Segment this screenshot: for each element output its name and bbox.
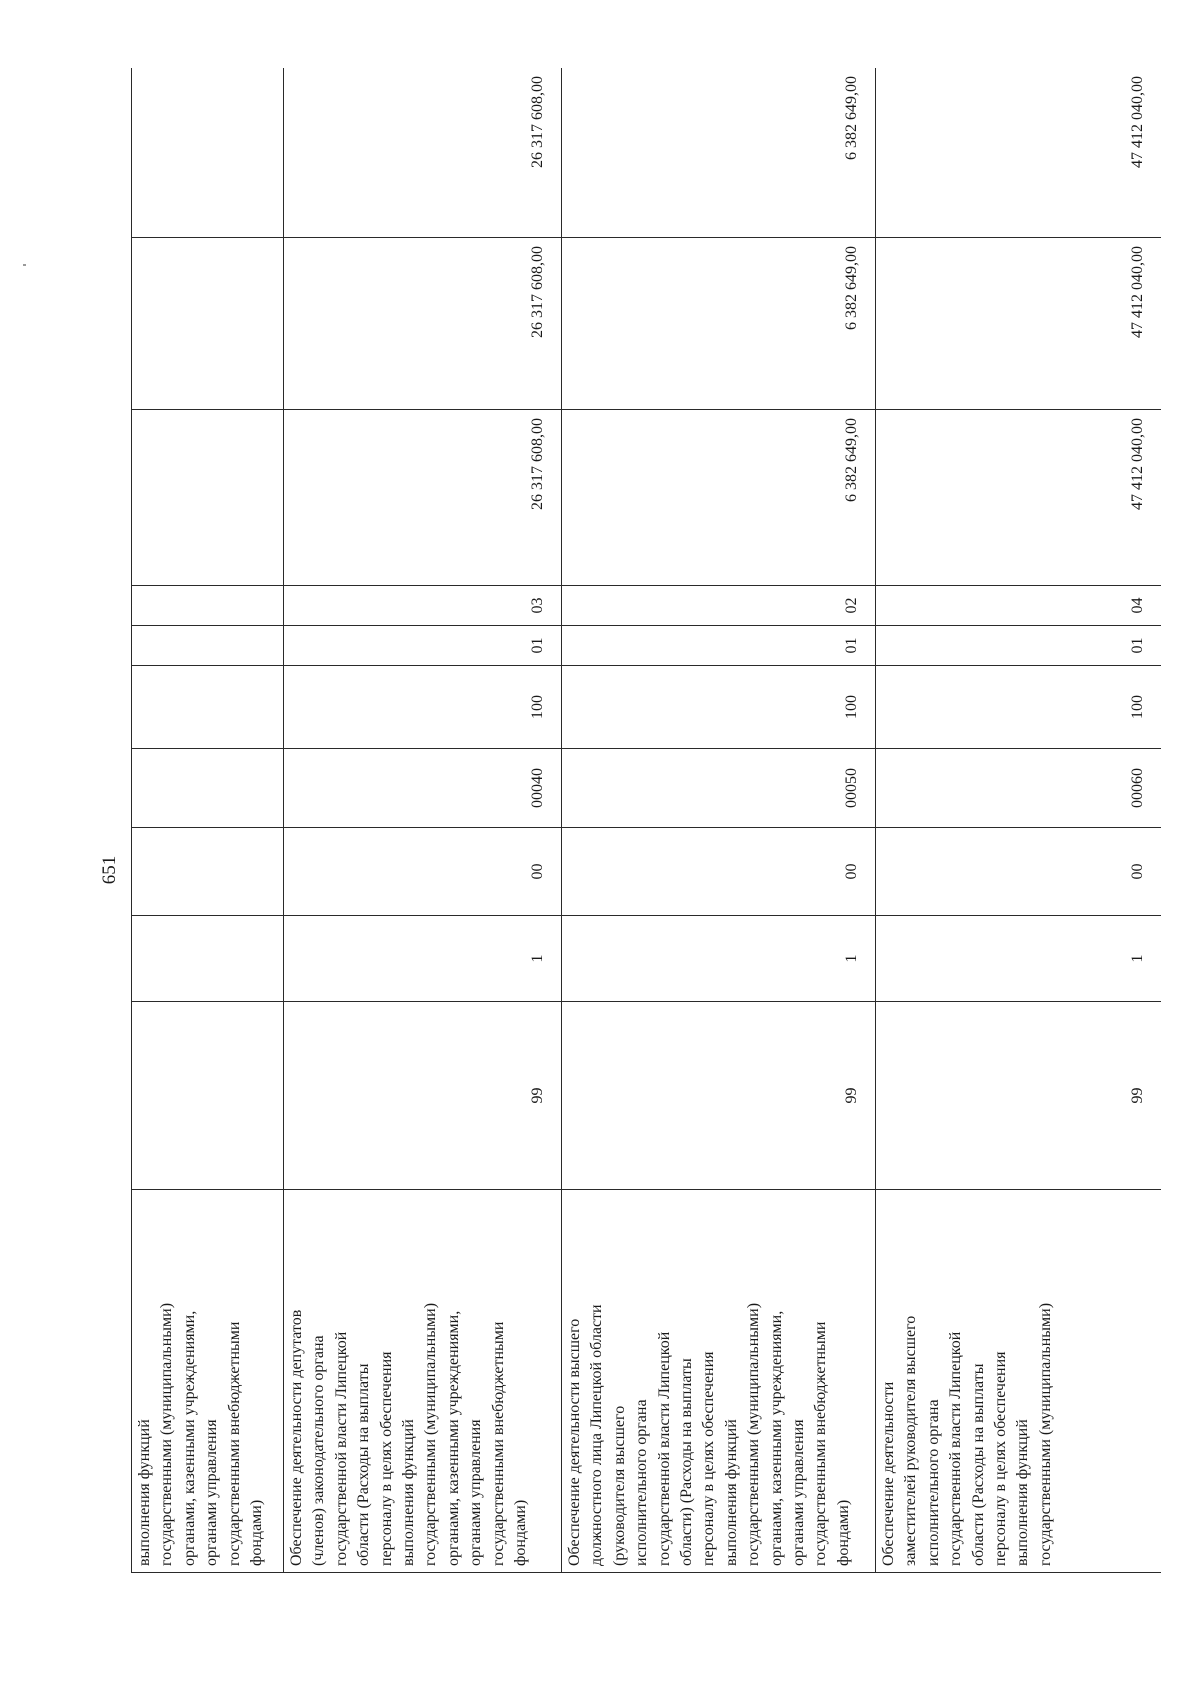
cell-amount-1: 6 382 649,00 bbox=[562, 410, 876, 586]
cell-expense-type: 100 bbox=[284, 666, 562, 749]
page-number: 651 bbox=[99, 855, 120, 885]
cell-program bbox=[132, 1002, 284, 1190]
cell-amount-2: 6 382 649,00 bbox=[562, 238, 876, 410]
cell-program: 99 bbox=[876, 1002, 1162, 1190]
cell-direction: 00050 bbox=[562, 749, 876, 828]
cell-amount-1 bbox=[132, 410, 284, 586]
budget-table bbox=[131, 68, 1161, 1573]
table-frame bbox=[131, 68, 1161, 1573]
cell-main-activity: 00 bbox=[284, 828, 562, 916]
cell-subsection: 02 bbox=[562, 586, 876, 626]
cell-description: Обеспечение деятельности высшего должностного лица Липецкой области (руководителя высшего исполнительного органа государственной власти Липецкой области) (Расходы на выплаты персоналу в целях обеспечения выполнения функций государственными (муниципальными) органами, казенными учреждениями, органами управления государственными внебюджетными фондами) bbox=[562, 1190, 876, 1573]
table-row bbox=[284, 68, 562, 1573]
cell-subprogram bbox=[132, 916, 284, 1002]
table-row bbox=[562, 68, 876, 1573]
cell-expense-type: 100 bbox=[876, 666, 1162, 749]
cell-amount-3: 47 412 040,00 bbox=[876, 68, 1162, 238]
cell-amount-1: 26 317 608,00 bbox=[284, 410, 562, 586]
cell-description: Обеспечение деятельности заместителей руководителя высшего исполнительного органа государственной власти Липецкой области (Расходы на выплаты персоналу в целях обеспечения выполнения функций государственными (муниципальными) bbox=[876, 1190, 1162, 1573]
cell-description: выполнения функций государственными (муниципальными) органами, казенными учреждениями, органами управления государственными внебюджетными фондами) bbox=[132, 1190, 284, 1573]
cell-program: 99 bbox=[284, 1002, 562, 1190]
cell-subprogram: 1 bbox=[876, 916, 1162, 1002]
cell-amount-1: 47 412 040,00 bbox=[876, 410, 1162, 586]
cell-subprogram: 1 bbox=[562, 916, 876, 1002]
cell-section bbox=[132, 626, 284, 666]
cell-amount-2: 26 317 608,00 bbox=[284, 238, 562, 410]
cell-section: 01 bbox=[876, 626, 1162, 666]
cell-expense-type bbox=[132, 666, 284, 749]
cell-amount-2: 47 412 040,00 bbox=[876, 238, 1162, 410]
cell-subsection: 03 bbox=[284, 586, 562, 626]
cell-section: 01 bbox=[284, 626, 562, 666]
cell-direction: 00040 bbox=[284, 749, 562, 828]
table-body bbox=[132, 68, 1162, 1573]
cell-main-activity bbox=[132, 828, 284, 916]
table-row bbox=[876, 68, 1162, 1573]
cell-section: 01 bbox=[562, 626, 876, 666]
cell-subprogram: 1 bbox=[284, 916, 562, 1002]
cell-amount-3 bbox=[132, 68, 284, 238]
cell-main-activity: 00 bbox=[562, 828, 876, 916]
cell-amount-2 bbox=[132, 238, 284, 410]
cell-amount-3: 6 382 649,00 bbox=[562, 68, 876, 238]
cell-main-activity: 00 bbox=[876, 828, 1162, 916]
cell-expense-type: 100 bbox=[562, 666, 876, 749]
cell-program: 99 bbox=[562, 1002, 876, 1190]
scan-speck bbox=[23, 264, 26, 266]
cell-amount-3: 26 317 608,00 bbox=[284, 68, 562, 238]
table-row bbox=[132, 68, 284, 1573]
cell-direction: 00060 bbox=[876, 749, 1162, 828]
cell-direction bbox=[132, 749, 284, 828]
cell-subsection: 04 bbox=[876, 586, 1162, 626]
cell-description: Обеспечение деятельности депутатов (членов) законодательного органа государственной власти Липецкой области (Расходы на выплаты персоналу в целях обеспечения выполнения функций государственными (муниципальными) органами, казенными учреждениями, органами управления государственными внебюджетными фондами) bbox=[284, 1190, 562, 1573]
cell-subsection bbox=[132, 586, 284, 626]
